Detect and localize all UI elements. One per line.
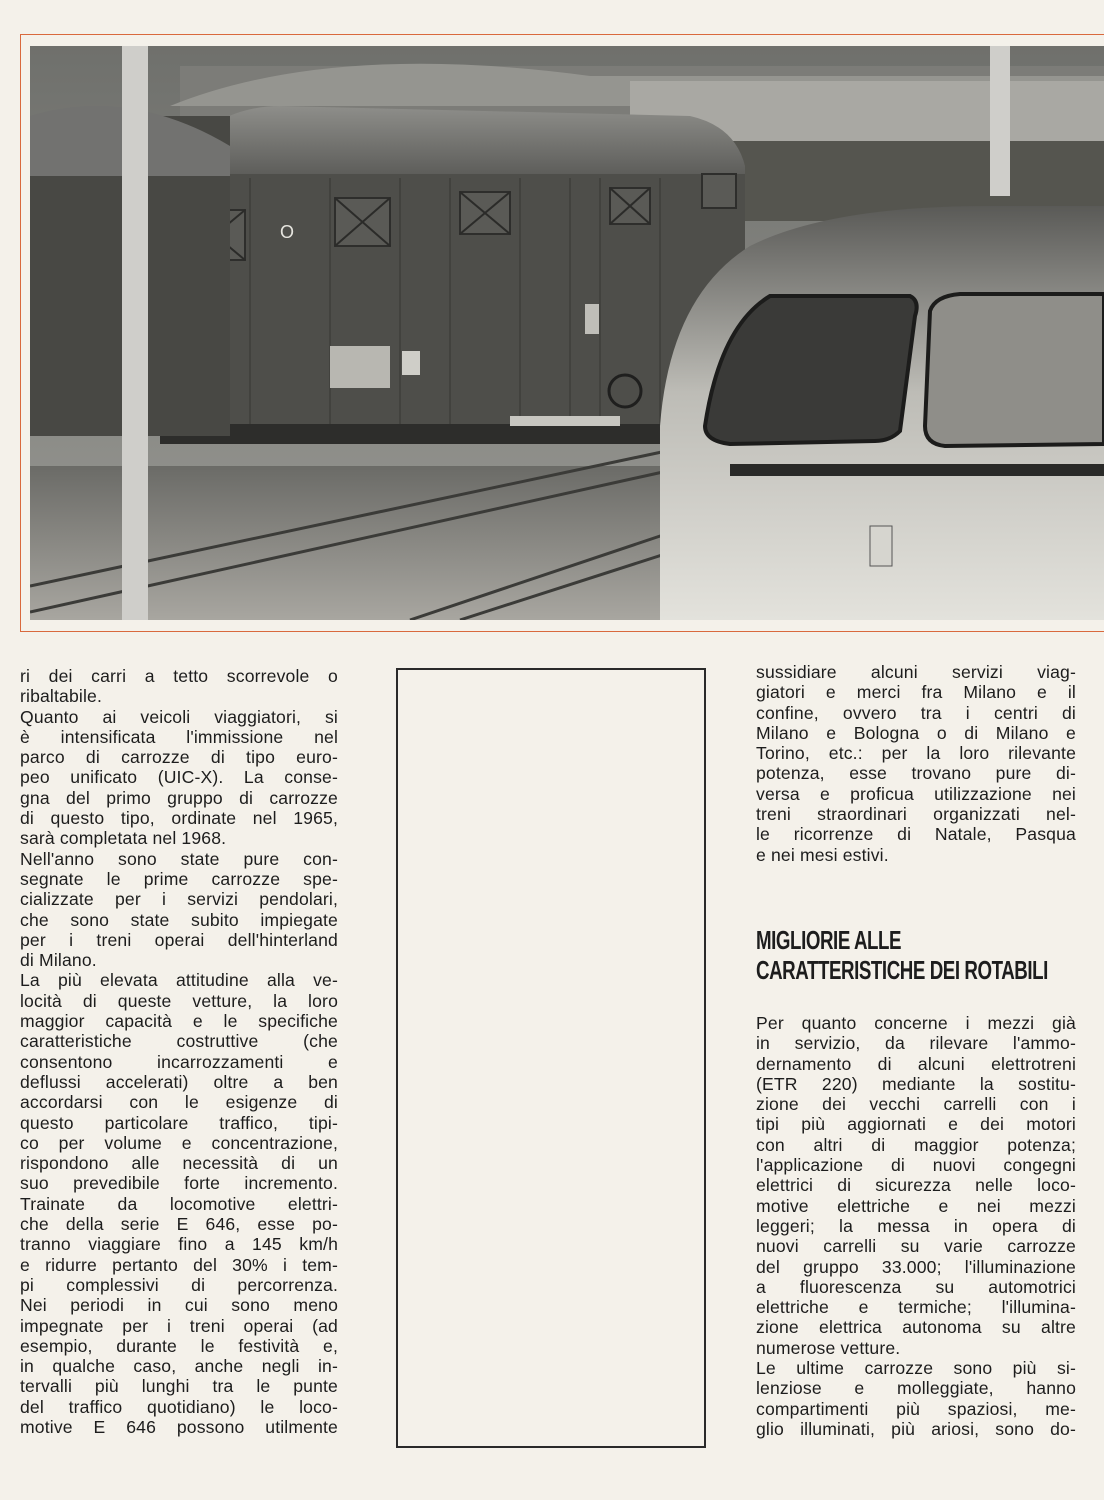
- text-line: zione dei vecchi carrelli con i: [756, 1094, 1076, 1115]
- text-line: che della serie E 646, esse po-: [20, 1214, 338, 1235]
- text-line: del gruppo 33.000; l'illuminazione: [756, 1256, 1076, 1277]
- text-line: le ricorrenze di Natale, Pasqua: [756, 824, 1076, 845]
- section-heading: [756, 925, 1073, 985]
- text-line: suo prevedibile forte incremento.: [20, 1173, 338, 1194]
- text-line: l'applicazione di nuovi congegni: [756, 1155, 1076, 1176]
- text-line: nuovi carrelli su varie carrozze: [756, 1236, 1076, 1257]
- text-line: Quanto ai veicoli viaggiatori, si: [20, 706, 338, 727]
- text-line: leggeri; la messa in opera di: [756, 1215, 1076, 1236]
- text-line: gna del primo gruppo di carrozze: [20, 787, 338, 808]
- text-line: tipi più aggiornati e dei motori: [756, 1114, 1076, 1135]
- text-line: pi complessivi di percorrenza.: [20, 1274, 338, 1295]
- car-marking: O: [280, 222, 295, 242]
- text-line: parco di carrozze di tipo euro-: [20, 747, 338, 768]
- text-line: glio illuminati, più ariosi, sono do-: [756, 1418, 1076, 1439]
- text-line: del traffico quotidiano) le loco-: [20, 1396, 338, 1417]
- text-line: numerose vetture.: [756, 1337, 901, 1358]
- text-line: tervalli più lunghi tra le punte: [20, 1376, 338, 1397]
- text-column-right-top: [756, 662, 1076, 865]
- text-line: Per quanto concerne i mezzi già: [756, 1013, 1076, 1033]
- text-line: elettrici di sicurezza nelle loco-: [756, 1175, 1076, 1196]
- text-line: è intensificata l'immissione nel: [20, 726, 338, 747]
- text-line: motive elettriche e nei mezzi: [756, 1195, 1076, 1216]
- heading-line-2: CARATTERISTICHE DEI ROTABILI: [756, 955, 1048, 985]
- text-line: in servizio, da rilevare l'ammo-: [756, 1033, 1076, 1054]
- text-line: accordarsi con le esigenze di: [20, 1092, 338, 1113]
- text-line: che sono state subito impiegate: [20, 909, 338, 930]
- text-line: rispondono alle necessità di un: [20, 1153, 338, 1174]
- text-line: zione elettrica autonoma su altre: [756, 1317, 1076, 1338]
- text-line: motive E 646 possono utilmente: [20, 1416, 338, 1437]
- text-line: ri dei carri a tetto scorrevole o: [20, 666, 338, 686]
- text-line: segnate le prime carrozze spe-: [20, 868, 338, 889]
- text-line: maggior capacità e le specifiche: [20, 1011, 338, 1032]
- text-line: Le ultime carrozze sono più si-: [756, 1358, 1076, 1379]
- text-line: di Milano.: [20, 950, 97, 971]
- text-line: per i treni operai dell'hinterland: [20, 929, 338, 950]
- text-line: Nell'anno sono state pure con-: [20, 848, 338, 869]
- text-line: elettriche e termiche; l'illumina-: [756, 1297, 1076, 1318]
- text-line: cializzate per i servizi pendolari,: [20, 889, 338, 910]
- text-line: compartimenti più spaziosi, me-: [756, 1398, 1076, 1419]
- text-line: caratteristiche costruttive (che: [20, 1031, 338, 1052]
- text-line: giatori e merci fra Milano e il: [756, 682, 1076, 703]
- text-line: peo unificato (UIC-X). La conse-: [20, 767, 338, 788]
- text-line: ribaltabile.: [20, 686, 102, 707]
- text-column-left: [20, 666, 338, 1437]
- text-line: versa e proficua utilizzazione nei: [756, 783, 1076, 804]
- text-line: Nei periodi in cui sono meno: [20, 1295, 338, 1316]
- text-line: sarà completata nel 1968.: [20, 828, 227, 849]
- text-line: in qualche caso, anche negli in-: [20, 1356, 338, 1377]
- railway-photo: [30, 46, 1104, 620]
- freight-cars-and-locomotive-photo: [30, 46, 1104, 620]
- text-line: (ETR 220) mediante la sostitu-: [756, 1073, 1076, 1094]
- text-line: lenziose e molleggiate, hanno: [756, 1378, 1076, 1399]
- text-line: locità di queste vetture, la loro: [20, 990, 338, 1011]
- text-line: Milano e Bologna o di Milano e: [756, 722, 1076, 743]
- heading-line-1: MIGLIORIE ALLE: [756, 925, 902, 955]
- empty-frame-box: [396, 668, 706, 1448]
- text-line: a fluorescenza su automotrici: [756, 1276, 1076, 1297]
- text-line: treni straordinari organizzati nel-: [756, 804, 1076, 825]
- text-line: confine, ovvero tra i centri di: [756, 702, 1076, 723]
- text-line: co per volume e concentrazione,: [20, 1132, 338, 1153]
- text-line: dernamento di alcuni elettrotreni: [756, 1053, 1076, 1074]
- text-line: e ridurre pertanto del 30% i tem-: [20, 1254, 338, 1275]
- text-line: tranno viaggiare fino a 145 km/h: [20, 1234, 338, 1255]
- text-line: consentono incarrozzamenti e: [20, 1051, 338, 1072]
- text-line: esempio, durante le festività e,: [20, 1335, 338, 1356]
- text-line: potenza, esse trovano pure di-: [756, 763, 1076, 784]
- text-line: La più elevata attitudine alla ve-: [20, 970, 338, 991]
- text-line: questo particolare traffico, tipi-: [20, 1112, 338, 1133]
- text-line: e nei mesi estivi.: [756, 844, 889, 865]
- text-line: sussidiare alcuni servizi viag-: [756, 662, 1076, 682]
- text-line: impegnate per i treni operai (ad: [20, 1315, 338, 1336]
- text-line: Torino, etc.: per la loro rilevante: [756, 743, 1076, 764]
- text-line: Trainate da locomotive elettri-: [20, 1193, 338, 1214]
- text-line: deflussi accelerati) oltre a ben: [20, 1071, 338, 1092]
- text-line: con altri di maggior potenza;: [756, 1134, 1076, 1155]
- text-line: di questo tipo, ordinate nel 1965,: [20, 808, 338, 829]
- text-column-right-bottom: [756, 1013, 1076, 1439]
